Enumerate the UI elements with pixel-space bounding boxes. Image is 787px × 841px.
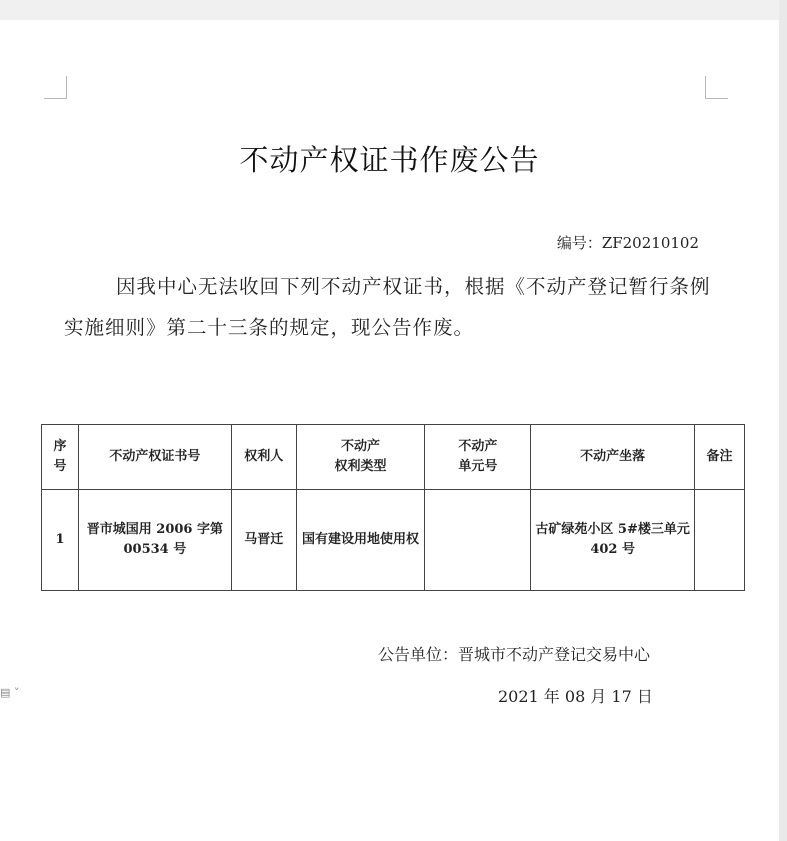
cell-remark [695,490,745,591]
document-icon[interactable]: ▤ ˅ [0,686,20,699]
notice-body: 因我中心无法收回下列不动产权证书，根据《不动产登记暂行条例实施细则》第二十三条的规定，现公告作废。 [64,275,711,339]
header-cert-no: 不动产权证书号 [78,425,231,490]
table-header-row [42,425,745,490]
cell-right-type: 国有建设用地使用权 [296,490,425,591]
margin-corner-top-right [705,76,728,99]
scrollbar[interactable] [779,0,787,841]
certificate-table [41,424,745,591]
header-seq: 序 号 [42,425,79,490]
document-title: 不动产权证书作废公告 [239,143,540,177]
cell-location: 古矿绿苑小区 5#楼三单元 402 号 [531,490,695,591]
header-right-type: 不动产 权利类型 [296,425,425,490]
issuer-line: 公告单位：晋城市不动产登记交易中心 [378,645,651,664]
header-holder: 权利人 [231,425,296,490]
cell-holder: 马晋迁 [231,490,296,591]
margin-corner-top-left [44,76,67,99]
table-row [42,490,745,591]
cell-seq: 1 [42,490,79,591]
cell-unit-no [425,490,531,591]
header-location: 不动产坐落 [531,425,695,490]
issue-date: 2021 年 08 月 17 日 [498,687,653,706]
document-page [0,20,779,841]
header-unit-no: 不动产 单元号 [425,425,531,490]
header-remark: 备注 [695,425,745,490]
cell-cert-no: 晋市城国用 2006 字第 00534 号 [78,490,231,591]
document-number: 编号：ZF20210102 [556,234,699,252]
